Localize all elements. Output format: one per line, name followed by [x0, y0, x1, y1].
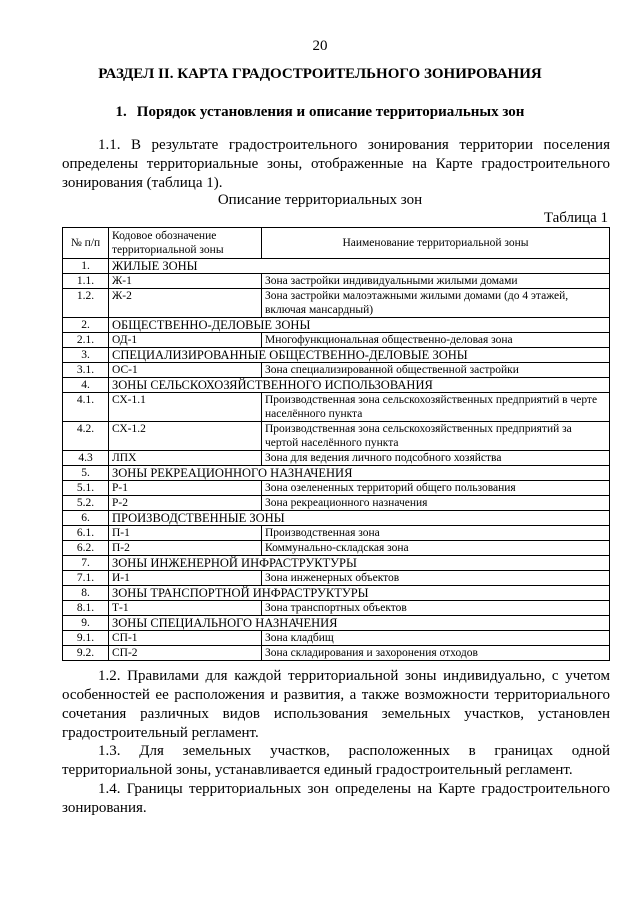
group-number: 5.	[63, 466, 109, 481]
row-number: 8.1.	[63, 601, 109, 616]
table-row	[63, 289, 610, 318]
table-row	[63, 363, 610, 378]
row-name: Зона инженерных объектов	[262, 571, 610, 586]
row-number: 6.1.	[63, 526, 109, 541]
row-name: Производственная зона	[262, 526, 610, 541]
subsection-number: 1.	[115, 104, 127, 120]
group-title: ЗОНЫ РЕКРЕАЦИОННОГО НАЗНАЧЕНИЯ	[109, 466, 610, 481]
row-code: СХ-1.1	[109, 393, 262, 422]
group-number: 6.	[63, 511, 109, 526]
row-number: 6.2.	[63, 541, 109, 556]
table-group-row	[63, 259, 610, 274]
row-number: 2.1.	[63, 333, 109, 348]
row-number: 9.1.	[63, 631, 109, 646]
row-number: 5.2.	[63, 496, 109, 511]
row-number: 3.1.	[63, 363, 109, 378]
header-code: Кодовое обозначение территориальной зоны	[109, 228, 262, 259]
row-code: СП-1	[109, 631, 262, 646]
table-row	[63, 393, 610, 422]
table-row	[63, 526, 610, 541]
group-title: ПРОИЗВОДСТВЕННЫЕ ЗОНЫ	[109, 511, 610, 526]
table-row	[63, 451, 610, 466]
table-row	[63, 422, 610, 451]
table-group-row	[63, 466, 610, 481]
table-row	[63, 541, 610, 556]
row-code: СХ-1.2	[109, 422, 262, 451]
table-group-row	[63, 586, 610, 601]
row-number: 5.1.	[63, 481, 109, 496]
table-header-row	[63, 228, 610, 259]
row-code: ОД-1	[109, 333, 262, 348]
row-name: Зона кладбищ	[262, 631, 610, 646]
group-title: ЗОНЫ СПЕЦИАЛЬНОГО НАЗНАЧЕНИЯ	[109, 616, 610, 631]
section-title: РАЗДЕЛ II. КАРТА ГРАДОСТРОИТЕЛЬНОГО ЗОНИРОВАНИЯ	[98, 66, 542, 82]
table-group-row	[63, 511, 610, 526]
group-number: 4.	[63, 378, 109, 393]
table-group-row	[63, 318, 610, 333]
group-title: ЗОНЫ ТРАНСПОРТНОЙ ИНФРАСТРУКТУРЫ	[109, 586, 610, 601]
row-name: Зона складирования и захоронения отходов	[262, 646, 610, 661]
row-name: Зона для ведения личного подсобного хозяйства	[262, 451, 610, 466]
row-code: СП-2	[109, 646, 262, 661]
row-code: И-1	[109, 571, 262, 586]
header-num: № п/п	[63, 228, 109, 259]
row-name: Производственная зона сельскохозяйственных предприятий за чертой населённого пункта	[262, 422, 610, 451]
paragraph-1-2: 1.2. Правилами для каждой территориальной зоны индивидуально, с учетом особенностей ее расположения и развития, а также возможности территориального сочетания различных видов использования земельных участков, установлен градостроительный регламент.	[62, 668, 610, 741]
table-row	[63, 481, 610, 496]
paragraph-1-1: 1.1. В результате градостроительного зонирования территории поселения определены территориальные зоны, отображенные на Карте градостроительного зонирования (таблица 1).	[62, 137, 610, 191]
table-group-row	[63, 616, 610, 631]
row-code: ЛПХ	[109, 451, 262, 466]
row-code: П-2	[109, 541, 262, 556]
row-name: Коммунально-складская зона	[262, 541, 610, 556]
group-number: 3.	[63, 348, 109, 363]
paragraph-1-4: 1.4. Границы территориальных зон определены на Карте градостроительного зонирования.	[62, 781, 610, 816]
zones-table-body	[63, 259, 610, 661]
group-number: 9.	[63, 616, 109, 631]
table-row	[63, 571, 610, 586]
table-caption: Описание территориальных зон	[217, 192, 423, 208]
row-name: Многофункциональная общественно-деловая зона	[262, 333, 610, 348]
table-row	[63, 631, 610, 646]
table-label: Таблица 1	[543, 210, 608, 226]
row-number: 9.2.	[63, 646, 109, 661]
page-number: 20	[312, 38, 328, 54]
row-code: ОС-1	[109, 363, 262, 378]
row-number: 7.1.	[63, 571, 109, 586]
row-name: Зона транспортных объектов	[262, 601, 610, 616]
group-number: 7.	[63, 556, 109, 571]
row-name: Производственная зона сельскохозяйственных предприятий в черте населённого пункта	[262, 393, 610, 422]
table-row	[63, 496, 610, 511]
header-name: Наименование территориальной зоны	[262, 228, 610, 259]
row-number: 4.3	[63, 451, 109, 466]
row-name: Зона застройки малоэтажными жилыми домами (до 4 этажей, включая мансардный)	[262, 289, 610, 318]
table-row	[63, 601, 610, 616]
table-row	[63, 274, 610, 289]
subsection-title	[0, 104, 640, 121]
table-row	[63, 646, 610, 661]
group-title: ЖИЛЫЕ ЗОНЫ	[109, 259, 610, 274]
row-name: Зона застройки индивидуальными жилыми домами	[262, 274, 610, 289]
row-code: П-1	[109, 526, 262, 541]
group-title: ОБЩЕСТВЕННО-ДЕЛОВЫЕ ЗОНЫ	[109, 318, 610, 333]
group-title: СПЕЦИАЛИЗИРОВАННЫЕ ОБЩЕСТВЕННО-ДЕЛОВЫЕ ЗОНЫ	[109, 348, 610, 363]
group-number: 1.	[63, 259, 109, 274]
row-name: Зона рекреационного назначения	[262, 496, 610, 511]
row-code: Р-2	[109, 496, 262, 511]
table-group-row	[63, 348, 610, 363]
row-code: Т-1	[109, 601, 262, 616]
table-group-row	[63, 378, 610, 393]
group-title: ЗОНЫ СЕЛЬСКОХОЗЯЙСТВЕННОГО ИСПОЛЬЗОВАНИЯ	[109, 378, 610, 393]
row-code: Ж-1	[109, 274, 262, 289]
subsection-text: Порядок установления и описание территориальных зон	[136, 104, 525, 120]
row-code: Р-1	[109, 481, 262, 496]
group-number: 8.	[63, 586, 109, 601]
paragraph-1-3: 1.3. Для земельных участков, расположенных в границах одной территориальной зоны, устанавливается единый градостроительный регламент.	[62, 743, 610, 778]
group-title: ЗОНЫ ИНЖЕНЕРНОЙ ИНФРАСТРУКТУРЫ	[109, 556, 610, 571]
table-group-row	[63, 556, 610, 571]
table-row	[63, 333, 610, 348]
row-number: 1.1.	[63, 274, 109, 289]
row-name: Зона озелененных территорий общего пользования	[262, 481, 610, 496]
row-name: Зона специализированной общественной застройки	[262, 363, 610, 378]
row-number: 4.2.	[63, 422, 109, 451]
row-number: 1.2.	[63, 289, 109, 318]
row-number: 4.1.	[63, 393, 109, 422]
row-code: Ж-2	[109, 289, 262, 318]
group-number: 2.	[63, 318, 109, 333]
zones-table	[62, 227, 610, 661]
